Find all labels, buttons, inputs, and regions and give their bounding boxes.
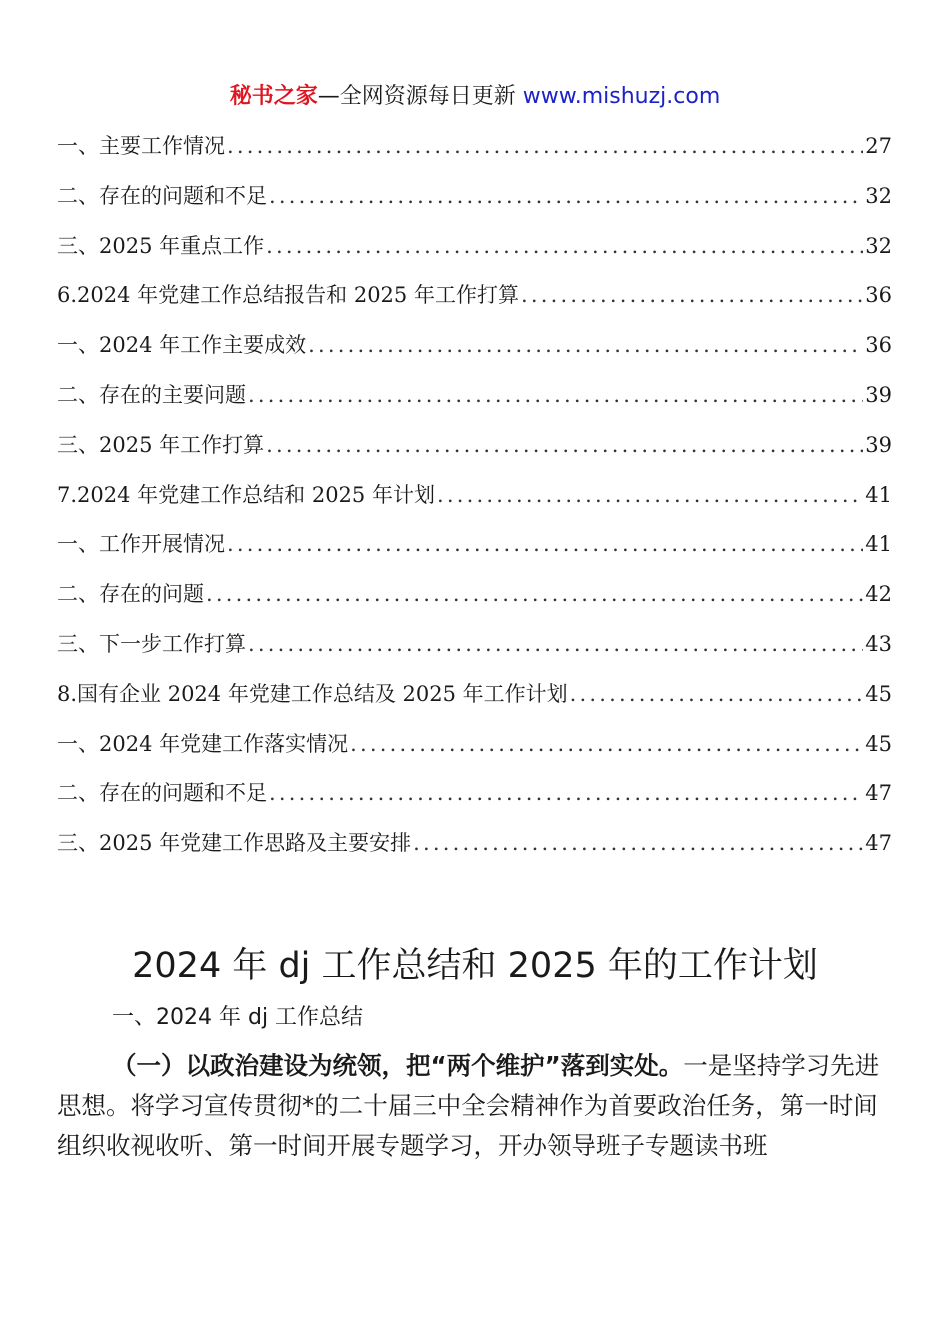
toc-entry[interactable] bbox=[57, 771, 892, 821]
toc-leader-dots bbox=[350, 722, 863, 766]
toc-entry-title: 二、存在的问题和不足 bbox=[57, 781, 267, 806]
paragraph-body: 一是坚持学习先进思想。将学习宣传贯彻*的二十届三中全会精神作为首要政治任务，第一时间组织收视收听、第一时间开展专题学习，开办领导班子专题读书班 bbox=[57, 1051, 880, 1160]
toc-entry[interactable] bbox=[57, 722, 892, 772]
toc-entry[interactable] bbox=[57, 672, 892, 722]
toc-entry[interactable] bbox=[57, 323, 892, 373]
toc-leader-dots bbox=[248, 373, 863, 417]
header-slogan: —全网资源每日更新 bbox=[317, 84, 523, 109]
toc-entry[interactable] bbox=[57, 423, 892, 473]
toc-entry-page: 45 bbox=[865, 681, 892, 706]
toc-entry[interactable] bbox=[57, 473, 892, 523]
document-title: 2024 年 dj 工作总结和 2025 年的工作计划 bbox=[132, 946, 818, 986]
toc-leader-dots bbox=[269, 771, 863, 815]
toc-entry-page: 36 bbox=[865, 333, 892, 358]
toc-entry-page: 42 bbox=[865, 582, 892, 607]
toc-entry-title: 一、工作开展情况 bbox=[57, 532, 225, 557]
toc-entry-page: 41 bbox=[865, 482, 892, 507]
toc-leader-dots bbox=[413, 821, 863, 865]
toc-leader-dots bbox=[437, 473, 863, 517]
toc-entry[interactable] bbox=[57, 373, 892, 423]
toc-entry-title: 二、存在的问题和不足 bbox=[57, 183, 267, 208]
toc-entry-page: 32 bbox=[865, 233, 892, 258]
toc-entry[interactable] bbox=[57, 821, 892, 871]
toc-entry[interactable] bbox=[57, 572, 892, 622]
toc-entry-title: 6.2024 年党建工作总结报告和 2025 年工作打算 bbox=[57, 283, 519, 308]
toc-entry-title: 二、存在的主要问题 bbox=[57, 382, 246, 407]
toc-entry[interactable] bbox=[57, 622, 892, 672]
toc-entry[interactable] bbox=[57, 224, 892, 274]
toc-entry-page: 41 bbox=[865, 532, 892, 557]
toc-entry-title: 三、2025 年党建工作思路及主要安排 bbox=[57, 831, 412, 856]
toc-leader-dots bbox=[269, 174, 863, 218]
toc-entry-title: 一、2024 年党建工作落实情况 bbox=[57, 731, 349, 756]
toc-entry-title: 三、2025 年工作打算 bbox=[57, 432, 265, 457]
toc-entry-title: 一、主要工作情况 bbox=[57, 134, 225, 158]
toc-entry-title: 8.国有企业 2024 年党建工作总结及 2025 年工作计划 bbox=[57, 681, 568, 706]
toc-entry-page: 36 bbox=[865, 283, 892, 308]
toc-entry-page: 47 bbox=[865, 781, 892, 806]
body-paragraph bbox=[57, 1046, 893, 1166]
site-header bbox=[0, 80, 950, 114]
toc-entry[interactable] bbox=[57, 273, 892, 323]
toc-leader-dots bbox=[248, 622, 863, 666]
toc-entry[interactable] bbox=[57, 124, 892, 174]
toc-leader-dots bbox=[521, 273, 863, 317]
toc-entry-page: 45 bbox=[865, 731, 892, 756]
section-heading: 一、2024 年 dj 工作总结 bbox=[112, 1005, 364, 1030]
toc-entry-page: 43 bbox=[865, 631, 892, 656]
toc-entry-page: 27 bbox=[865, 134, 892, 158]
header-url[interactable]: www.mishuzj.com bbox=[522, 84, 721, 109]
toc-entry-title: 7.2024 年党建工作总结和 2025 年计划 bbox=[57, 482, 435, 507]
toc-entry-page: 39 bbox=[865, 432, 892, 457]
toc-entry-title: 二、存在的问题 bbox=[57, 582, 204, 607]
toc-leader-dots bbox=[227, 522, 863, 566]
toc-entry-title: 三、下一步工作打算 bbox=[57, 631, 246, 656]
toc-leader-dots bbox=[227, 124, 863, 168]
toc-entry[interactable] bbox=[57, 174, 892, 224]
toc-entry-page: 47 bbox=[865, 831, 892, 856]
toc-entry[interactable] bbox=[57, 522, 892, 572]
toc-leader-dots bbox=[570, 672, 864, 716]
brand-name: 秘书之家 bbox=[229, 84, 318, 109]
toc-leader-dots bbox=[308, 323, 863, 367]
toc-leader-dots bbox=[266, 224, 863, 268]
toc-entry-title: 三、2025 年重点工作 bbox=[57, 233, 265, 258]
toc-leader-dots bbox=[206, 572, 863, 616]
toc-entry-page: 32 bbox=[865, 183, 892, 208]
paragraph-lead: （一）以政治建设为统领，把“两个维护”落到实处。 bbox=[112, 1051, 684, 1080]
table-of-contents bbox=[57, 124, 892, 871]
toc-entry-page: 39 bbox=[865, 382, 892, 407]
toc-entry-title: 一、2024 年工作主要成效 bbox=[57, 333, 307, 358]
toc-leader-dots bbox=[266, 423, 863, 467]
